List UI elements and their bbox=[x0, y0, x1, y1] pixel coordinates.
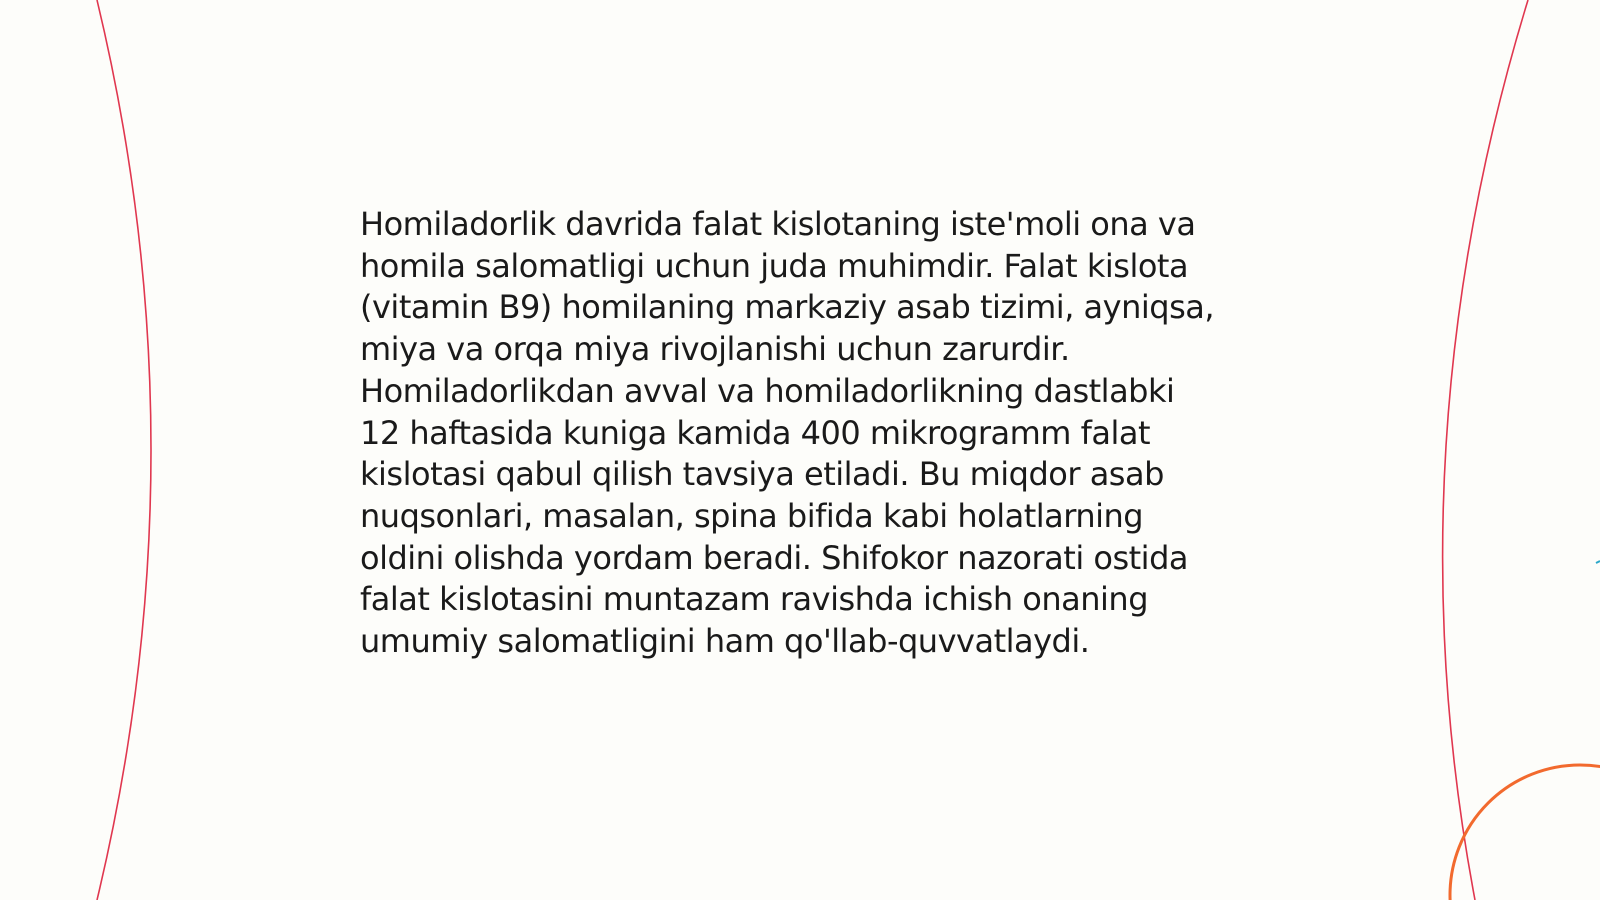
paragraph-line: (vitamin B9) homilaning markaziy asab tizimi, ayniqsa, bbox=[360, 288, 1215, 327]
paragraph-line: homila salomatligi uchun juda muhimdir. Falat kislota bbox=[360, 246, 1189, 285]
paragraph-line: nuqsonlari, masalan, spina bifida kabi holatlarning bbox=[360, 496, 1144, 535]
paragraph-line: oldini olishda yordam beradi. Shifokor nazorati ostida bbox=[360, 538, 1188, 577]
paragraph-line: umumiy salomatligini ham qo'llab-quvvatlaydi. bbox=[360, 622, 1090, 661]
small-accent-mark bbox=[1596, 561, 1600, 563]
right-curve bbox=[1443, 0, 1528, 900]
paragraph-line: Homiladorlikdan avval va homiladorlikning dastlabki bbox=[360, 371, 1175, 410]
paragraph-line: Homiladorlik davrida falat kislotaning iste'moli ona va bbox=[360, 205, 1196, 243]
left-curve bbox=[97, 0, 151, 900]
accent-circle bbox=[1450, 765, 1600, 900]
paragraph-line: miya va orqa miya rivojlanishi uchun zarurdir. bbox=[360, 330, 1070, 369]
paragraph-line: falat kislotasini muntazam ravishda ichish onaning bbox=[360, 580, 1149, 619]
body-paragraph bbox=[360, 204, 1260, 663]
paragraph-line: kislotasi qabul qilish tavsiya etiladi. Bu miqdor asab bbox=[360, 455, 1164, 494]
paragraph-line: 12 haftasida kuniga kamida 400 mikrogramm falat bbox=[360, 413, 1151, 452]
